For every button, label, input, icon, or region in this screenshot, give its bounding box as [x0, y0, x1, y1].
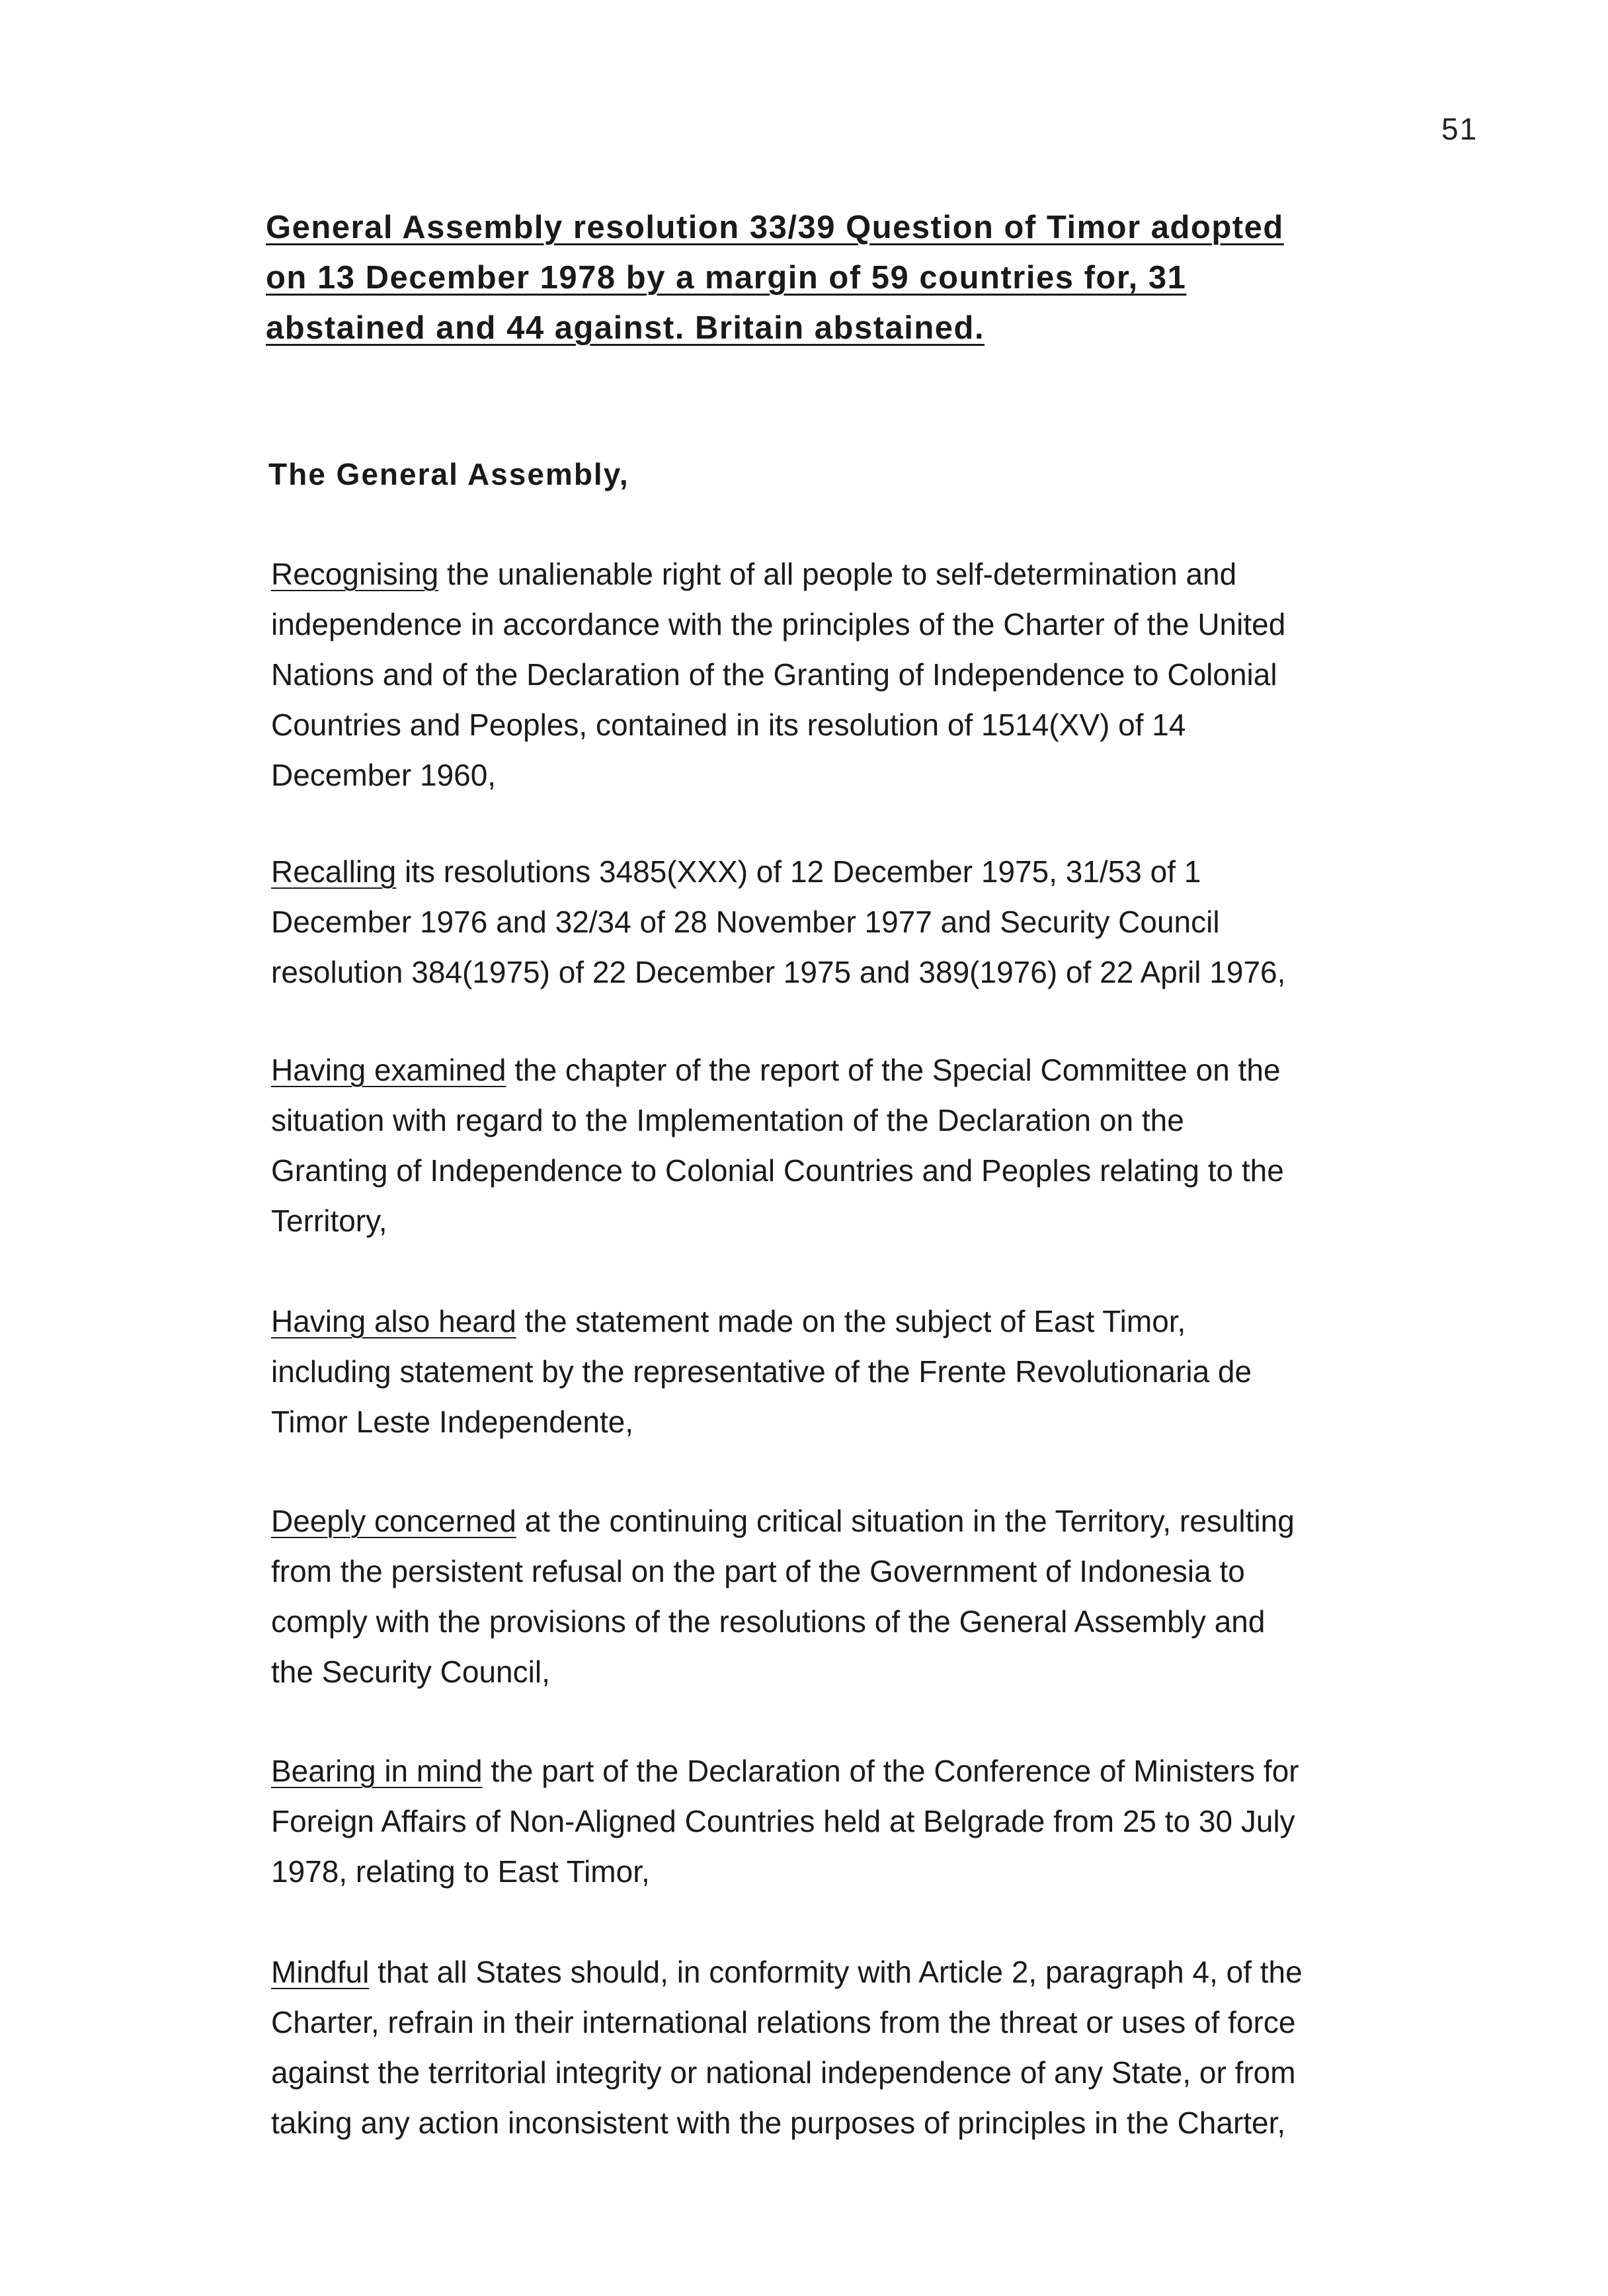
paragraph-line — [271, 1496, 1435, 1546]
paragraph-line: Timor Leste Independente, — [271, 1405, 634, 1439]
paragraph-line: December 1976 and 32/34 of 28 November 1977 and Security Council — [271, 905, 1220, 939]
paragraph-deeply-concerned — [271, 1496, 1435, 1697]
paragraph-line: resolution 384(1975) of 22 December 1975 and 389(1976) of 22 April 1976, — [271, 955, 1286, 989]
paragraph-bearing-in-mind — [271, 1746, 1435, 1897]
paragraph-text: its resolutions 3485(XXX) of 12 December 1975, 31/53 of 1 — [396, 854, 1201, 889]
paragraph-line: independence in accordance with the principles of the Charter of the United — [271, 607, 1286, 641]
paragraph-line: including statement by the representative of the Frente Revolutionaria de — [271, 1354, 1252, 1389]
paragraph-lead: Mindful — [271, 1955, 370, 1989]
paragraph-lead: Recalling — [271, 854, 397, 889]
paragraph-line — [271, 846, 1435, 897]
heading-line: General Assembly resolution 33/39 Question of Timor adopted — [266, 210, 1284, 245]
paragraph-lead: Having also heard — [271, 1304, 516, 1338]
paragraph-lead: Recognising — [271, 557, 439, 591]
paragraph-line: Countries and Peoples, contained in its resolution of 1514(XV) of 14 — [271, 708, 1186, 742]
paragraph-recalling — [271, 846, 1435, 997]
paragraph-text: that all States should, in conformity with Article 2, paragraph 4, of the — [369, 1955, 1303, 1989]
paragraph-line: Foreign Affairs of Non-Aligned Countries held at Belgrade from 25 to 30 July — [271, 1804, 1295, 1838]
paragraph-having-examined — [271, 1045, 1435, 1246]
paragraph-line: situation with regard to the Implementation of the Declaration on the — [271, 1103, 1184, 1137]
paragraph-line — [271, 549, 1435, 599]
paragraph-line: from the persistent refusal on the part of the Government of Indonesia to — [271, 1554, 1245, 1588]
paragraph-text: the statement made on the subject of East Timor, — [516, 1304, 1186, 1338]
paragraph-line: comply with the provisions of the resolutions of the General Assembly and — [271, 1604, 1266, 1639]
paragraph-line: Nations and of the Declaration of the Granting of Independence to Colonial — [271, 657, 1277, 692]
paragraph-line — [271, 1296, 1435, 1346]
paragraph-text: at the continuing critical situation in the Territory, resulting — [516, 1504, 1295, 1538]
paragraph-lead: Deeply concerned — [271, 1504, 516, 1538]
paragraph-lead: Having examined — [271, 1053, 506, 1087]
resolution-heading — [266, 202, 1390, 353]
paragraph-mindful — [271, 1947, 1435, 2148]
paragraph-having-also-heard — [271, 1296, 1435, 1447]
paragraph-line: the Security Council, — [271, 1655, 550, 1689]
paragraph-line: 1978, relating to East Timor, — [271, 1854, 650, 1889]
heading-line: on 13 December 1978 by a margin of 59 countries for, 31 — [266, 260, 1187, 296]
paragraph-line — [271, 1746, 1435, 1796]
paragraph-lead: Bearing in mind — [271, 1754, 483, 1788]
paragraph-line: Granting of Independence to Colonial Countries and Peoples relating to the — [271, 1153, 1284, 1188]
heading-line: abstained and 44 against. Britain abstained. — [266, 310, 985, 346]
page-number: 51 — [1441, 112, 1478, 146]
salutation: The General Assembly, — [268, 457, 629, 491]
paragraph-line — [271, 1947, 1435, 1997]
paragraph-line — [271, 1045, 1435, 1095]
paragraph-text: the unalienable right of all people to self-determination and — [438, 557, 1237, 591]
paragraph-line: against the territorial integrity or national independence of any State, or from — [271, 2055, 1296, 2090]
paragraph-line: taking any action inconsistent with the purposes of principles in the Charter, — [271, 2106, 1286, 2140]
paragraph-line: Charter, refrain in their international relations from the threat or uses of force — [271, 2005, 1296, 2039]
paragraph-line: Territory, — [271, 1204, 387, 1238]
paragraph-text: the part of the Declaration of the Conference of Ministers for — [482, 1754, 1299, 1788]
paragraph-text: the chapter of the report of the Special Committee on the — [506, 1053, 1281, 1087]
paragraph-line: December 1960, — [271, 758, 497, 792]
paragraph-recognising — [271, 549, 1435, 800]
